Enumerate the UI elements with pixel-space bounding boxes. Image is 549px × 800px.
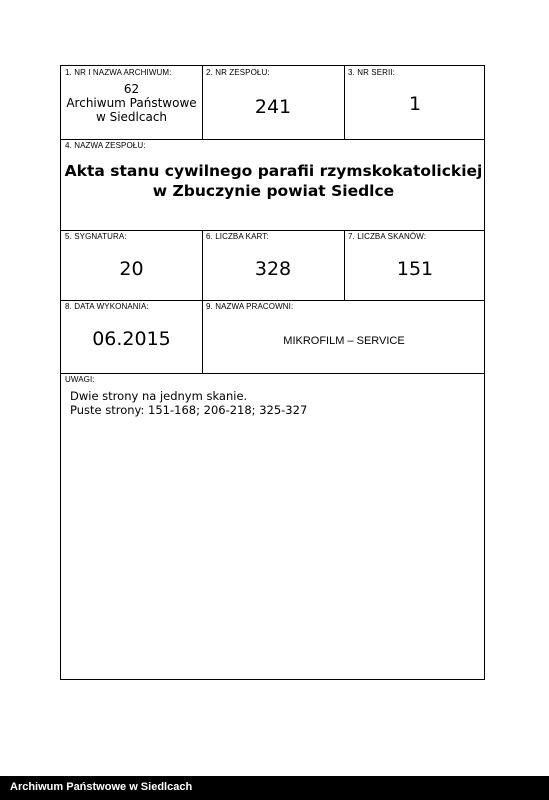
execution-date-label: 8. DATA WYKONANIA: (65, 302, 149, 311)
signature-value: 20 (119, 258, 144, 280)
series-number-label: 3. NR SERII: (348, 68, 395, 77)
fonds-name-line1: Akta stanu cywilnego parafii rzymskokatolickiej (64, 162, 483, 180)
archive-number: 62 (123, 82, 140, 96)
archive-cell (61, 66, 202, 139)
fonds-name-label: 4. NAZWA ZESPOŁU: (65, 141, 146, 150)
scan-count-cell (344, 230, 486, 300)
workshop-value: MIKROFILM – SERVICE (283, 335, 405, 347)
metadata-card (60, 65, 485, 680)
remarks-line1: Dwie strony na jednym skanie. (70, 389, 248, 403)
fonds-number-cell (202, 66, 344, 139)
execution-date-cell (61, 300, 202, 373)
archive-name-line2: w Siedlcach (95, 110, 168, 124)
remarks-label: UWAGI: (65, 375, 95, 384)
card-count-label: 6. LICZBA KART: (206, 232, 269, 241)
workshop-label: 9. NAZWA PRACOWNI: (206, 302, 294, 311)
signature-label: 5. SYGNATURA: (65, 232, 127, 241)
fonds-number-value: 241 (254, 96, 292, 118)
fonds-number-label: 2. NR ZESPOŁU: (206, 68, 270, 77)
remarks-text (70, 389, 307, 417)
fonds-name-cell (61, 139, 486, 230)
card-count-value: 328 (254, 258, 292, 280)
signature-cell (61, 230, 202, 300)
workshop-cell (202, 300, 486, 373)
footer-text: Archiwum Państwowe w Siedlcach (10, 781, 193, 793)
scan-count-label: 7. LICZBA SKANÓW: (348, 232, 427, 241)
archive-label: 1. NR I NAZWA ARCHIWUM: (65, 68, 172, 77)
archive-name-line1: Archiwum Państwowe (66, 96, 197, 110)
execution-date-value: 06.2015 (92, 328, 171, 350)
remarks-cell (61, 373, 486, 681)
card-count-cell (202, 230, 344, 300)
scan-count-value: 151 (396, 258, 434, 280)
footer-bar (0, 776, 549, 800)
series-number-cell (344, 66, 486, 139)
series-number-value: 1 (408, 93, 422, 115)
remarks-line2: Puste strony: 151-168; 206-218; 325-327 (70, 403, 308, 417)
fonds-name-line2: w Zbuczynie powiat Siedlce (152, 182, 395, 200)
